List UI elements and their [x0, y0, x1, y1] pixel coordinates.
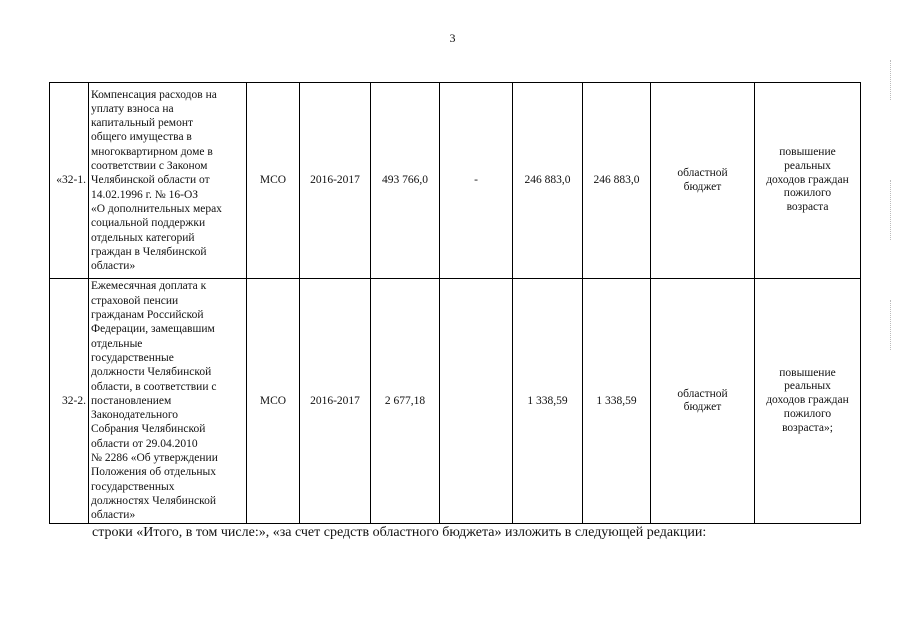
measure-name-line: отдельных категорий [91, 231, 195, 244]
funding-source-line: бюджет [683, 180, 722, 193]
scan-margin-mark [890, 180, 897, 240]
total-amount-cell: 2 677,18 [371, 279, 440, 524]
row-number-cell: 32-2. [50, 279, 89, 524]
measure-name-line: социальной поддержки [91, 217, 206, 230]
measure-name-cell [89, 279, 247, 524]
measure-name-line: Компенсация расходов на [91, 88, 217, 101]
measure-name-line: многоквартирном доме в [91, 145, 213, 158]
measure-name-line: постановлением [91, 394, 172, 407]
executor-cell: МСО [247, 279, 300, 524]
expected-result-line: доходов граждан [766, 394, 849, 407]
measure-name-line: государственных [91, 480, 175, 493]
measure-name-line: должности Челябинской [91, 366, 212, 379]
footer-paragraph: строки «Итого, в том числе:», «за счет средств областного бюджета» изложить в следующей редакции: [92, 525, 707, 540]
expected-result-cell [755, 279, 861, 524]
measure-name-line: «О дополнительных мерах [91, 202, 222, 215]
table-row [50, 279, 861, 524]
period-cell: 2016-2017 [300, 279, 371, 524]
measure-name-line: граждан в Челябинской [91, 245, 207, 258]
funding-source-cell [651, 83, 755, 279]
measure-name-cell [89, 83, 247, 279]
expected-result-line: пожилого [783, 407, 832, 420]
measure-name-line: Собрания Челябинской [91, 423, 206, 436]
measure-name-line: области от 29.04.2010 [91, 437, 198, 450]
measure-name-line: Законодательного [91, 409, 179, 422]
expected-result-cell [755, 83, 861, 279]
measure-name-line: области» [91, 509, 136, 522]
year2-amount-cell: 1 338,59 [583, 279, 651, 524]
expected-result-line: возраста»; [782, 421, 833, 434]
measure-name-line: № 2286 «Об утверждении [91, 452, 218, 465]
expected-result-line: реальных [784, 159, 831, 172]
funding-source-line: областной [677, 167, 728, 179]
measure-name-line: соответствии с Законом [91, 160, 208, 173]
measure-name-line: отдельные [91, 337, 143, 350]
measure-name-line: страховой пенсии [91, 294, 179, 307]
page-number: 3 [449, 31, 456, 45]
measure-name-line: общего имущества в [91, 131, 192, 144]
federal-amount-cell [440, 279, 513, 524]
measure-name-line: Положения об отдельных [91, 466, 216, 479]
executor-cell: МСО [247, 83, 300, 279]
funding-source-line: бюджет [683, 401, 722, 413]
table-row [50, 83, 861, 279]
measure-name-line: области» [91, 260, 136, 273]
measure-name-line: капитальный ремонт [91, 117, 194, 130]
expected-result-line: повышение [779, 366, 836, 379]
scan-margin-mark [890, 300, 897, 350]
total-amount-cell: 493 766,0 [371, 83, 440, 279]
funding-source-cell [651, 279, 755, 524]
expected-result-line: пожилого [783, 187, 832, 200]
measure-name-line: государственные [91, 351, 174, 364]
expected-result-line: реальных [784, 380, 831, 393]
measure-name-line: Ежемесячная доплата к [91, 280, 207, 293]
funding-source-line: областной [677, 387, 728, 400]
measure-name-line: 14.02.1996 г. № 16-ОЗ [91, 188, 199, 201]
measure-name-line: должностях Челябинской [91, 494, 216, 507]
federal-amount-cell: - [440, 83, 513, 279]
scan-margin-mark [890, 60, 897, 100]
measure-name-line: Федерации, замещавшим [91, 323, 215, 336]
year2-amount-cell: 246 883,0 [583, 83, 651, 279]
expected-result-line: возраста [786, 201, 829, 214]
program-table [49, 82, 861, 524]
measure-name-line: области, в соответствии с [91, 380, 217, 393]
year1-amount-cell: 246 883,0 [513, 83, 583, 279]
year1-amount-cell: 1 338,59 [513, 279, 583, 524]
measure-name-line: Челябинской области от [91, 174, 210, 187]
period-cell: 2016-2017 [300, 83, 371, 279]
expected-result-line: повышение [779, 146, 836, 158]
expected-result-line: доходов граждан [766, 173, 849, 186]
measure-name-line: уплату взноса на [91, 102, 174, 115]
measure-name-line: гражданам Российской [91, 309, 204, 322]
row-number-cell: «32-1. [50, 83, 89, 279]
